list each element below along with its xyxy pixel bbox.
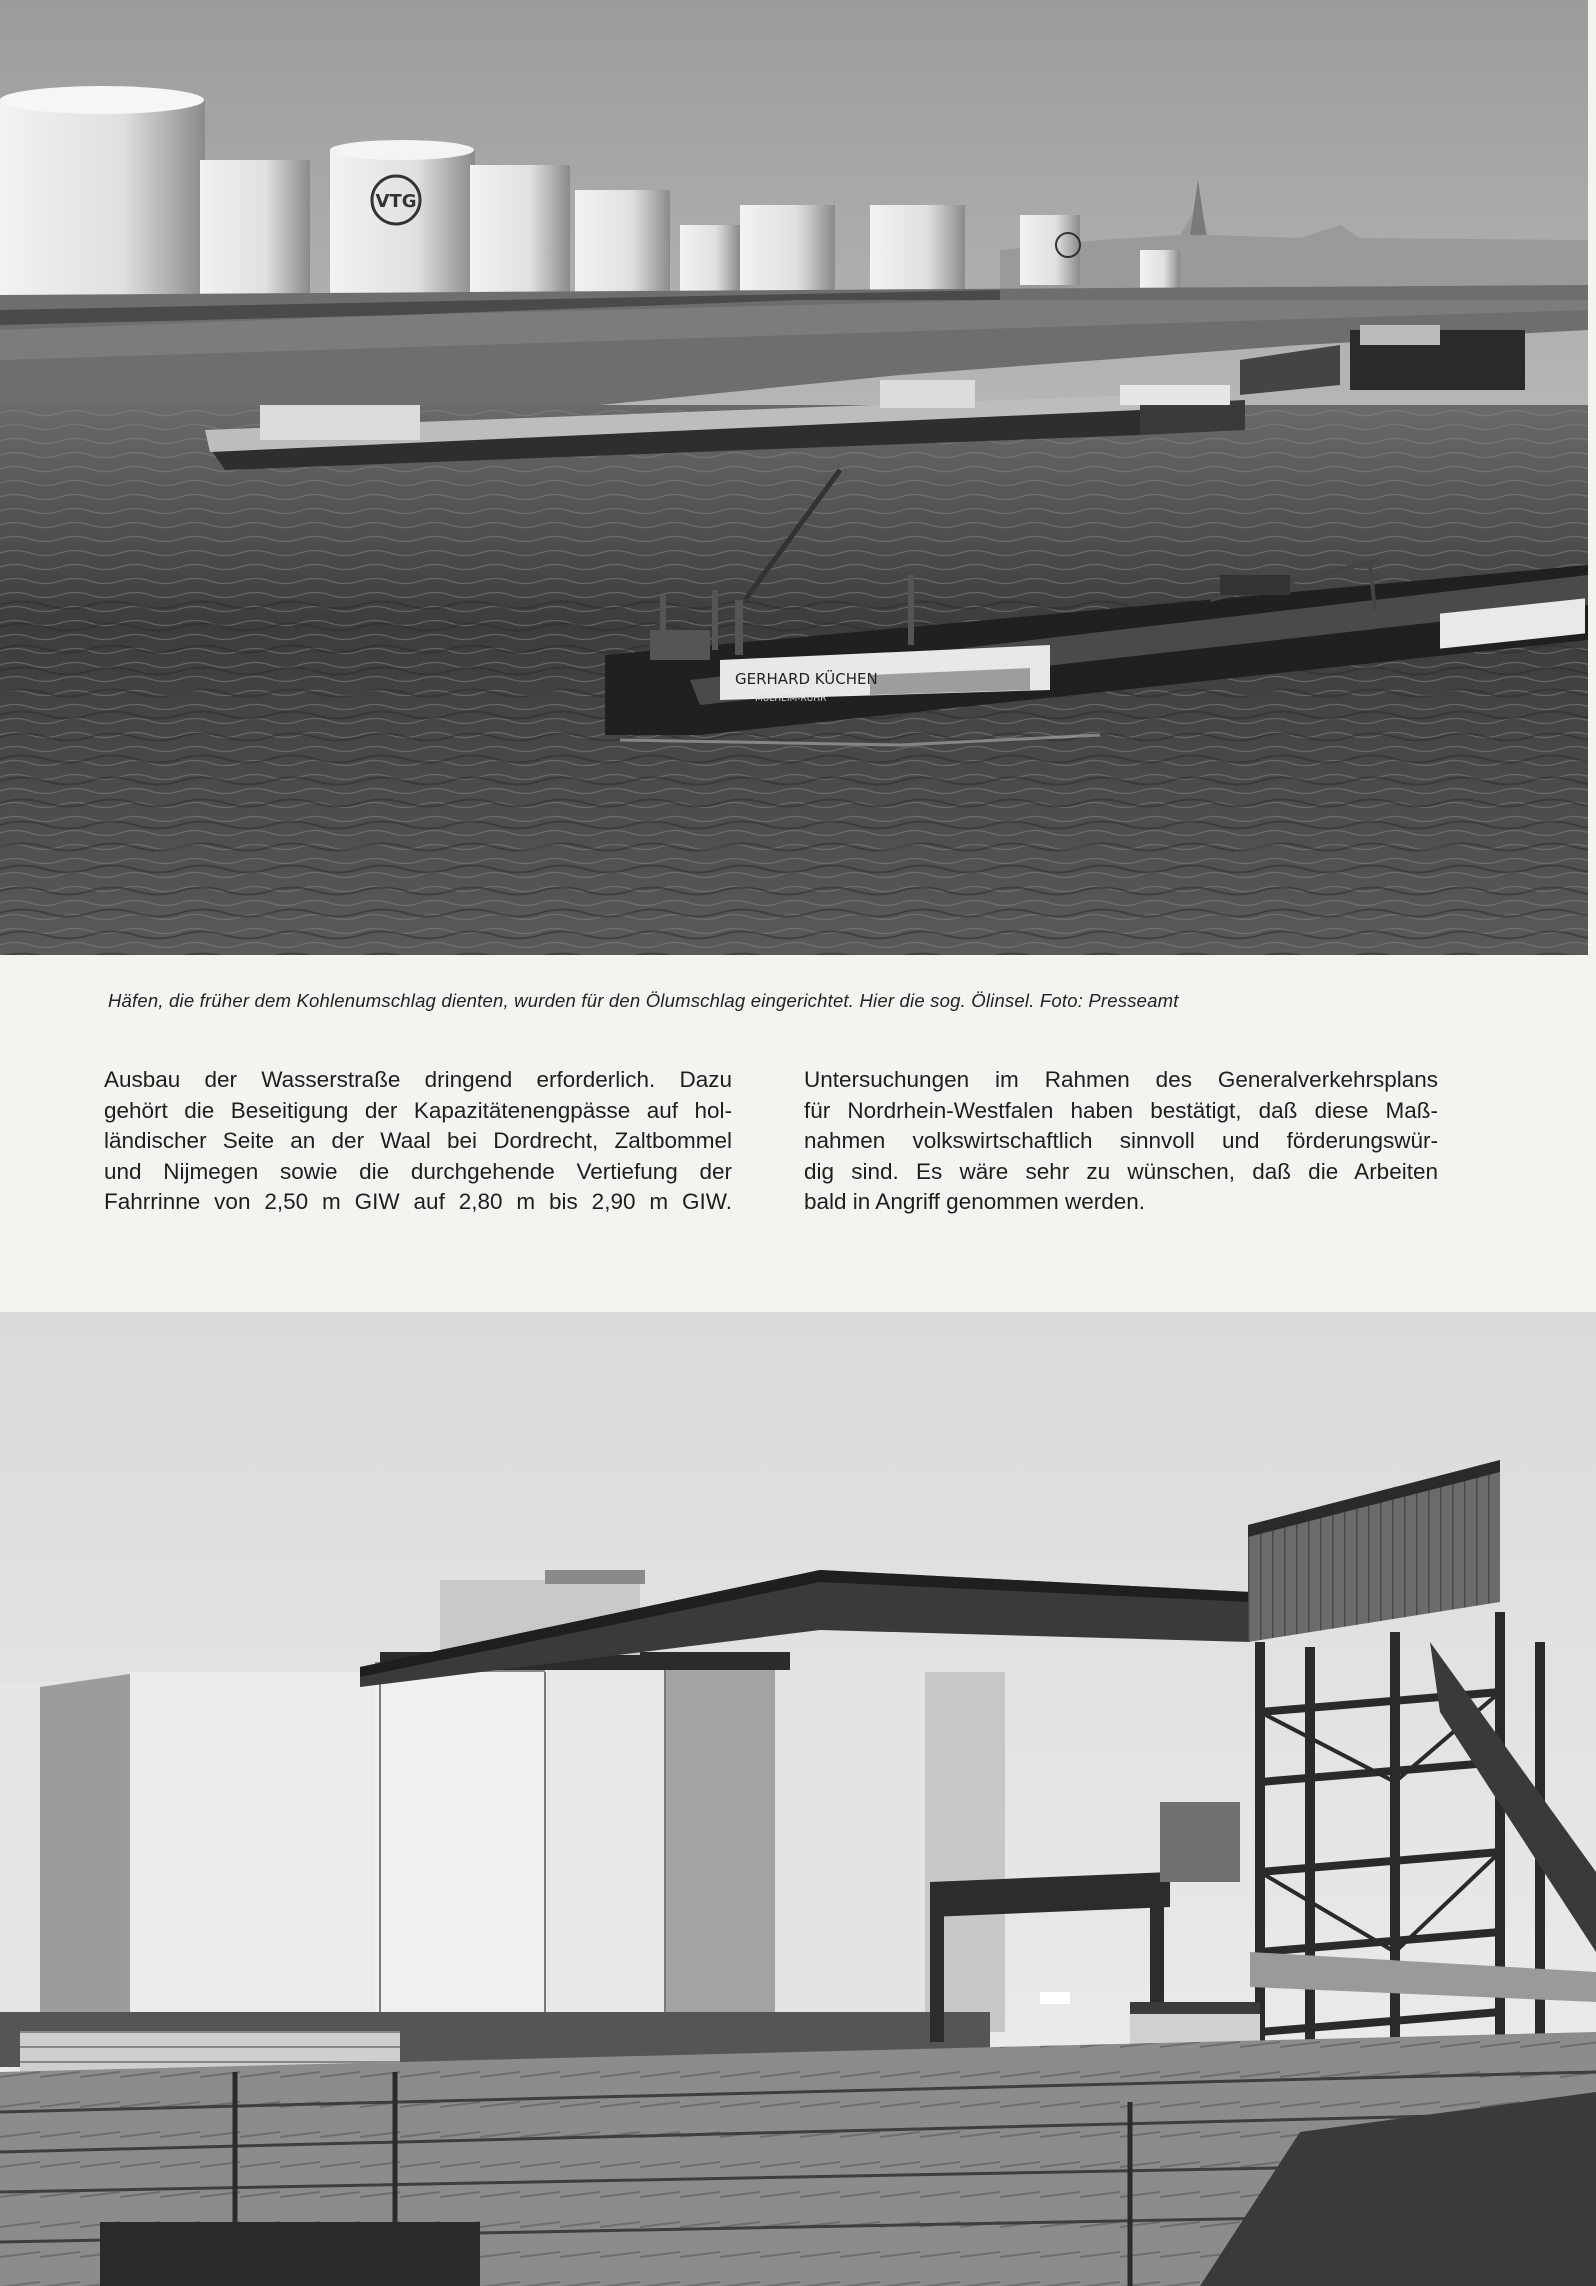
text-line: ländischer Seite an der Waal bei Dordrecht, Zaltbommel — [104, 1128, 732, 1153]
text-line: Ausbau der Wasserstraße dringend erforderlich. Dazu — [104, 1067, 732, 1092]
ship-port: MÜLHEIM-RUHR — [755, 694, 827, 704]
text-line: Fahrrinne von 2,50 m GIW auf 2,80 m bis 2,90 m GIW. — [104, 1189, 732, 1214]
text-line: dig sind. Es wäre sehr zu wünschen, daß die Arbeiten — [804, 1158, 1438, 1184]
text-line: gehört die Beseitigung der Kapazitätenengpässe auf hol- — [104, 1097, 732, 1123]
text-line: nahmen volkswirtschaftlich sinnvoll und förderungswür- — [804, 1128, 1438, 1153]
text-line: bald in Angriff genommen werden. — [804, 1189, 1146, 1214]
body-text-left — [104, 1065, 732, 1218]
text-line: Untersuchungen im Rahmen des Generalverkehrsplans — [804, 1067, 1438, 1092]
oil-harbour-photo — [0, 0, 1588, 955]
photo-caption: Häfen, die früher dem Kohlenumschlag dienten, wurden für den Ölumschlag eingerichtet. Hier die sog. Ölinsel. Foto: Presseamt — [108, 990, 1179, 1011]
ship-name: GERHARD KÜCHEN — [735, 670, 878, 688]
text-line: für Nordrhein-Westfalen haben bestätigt, daß diese Maß- — [804, 1097, 1438, 1123]
tank-logo: VTG — [375, 191, 417, 212]
body-text-right — [804, 1065, 1438, 1218]
coal-facility-photo — [0, 1312, 1596, 2286]
text-line: und Nijmegen sowie die durchgehende Vertiefung der — [104, 1158, 732, 1184]
